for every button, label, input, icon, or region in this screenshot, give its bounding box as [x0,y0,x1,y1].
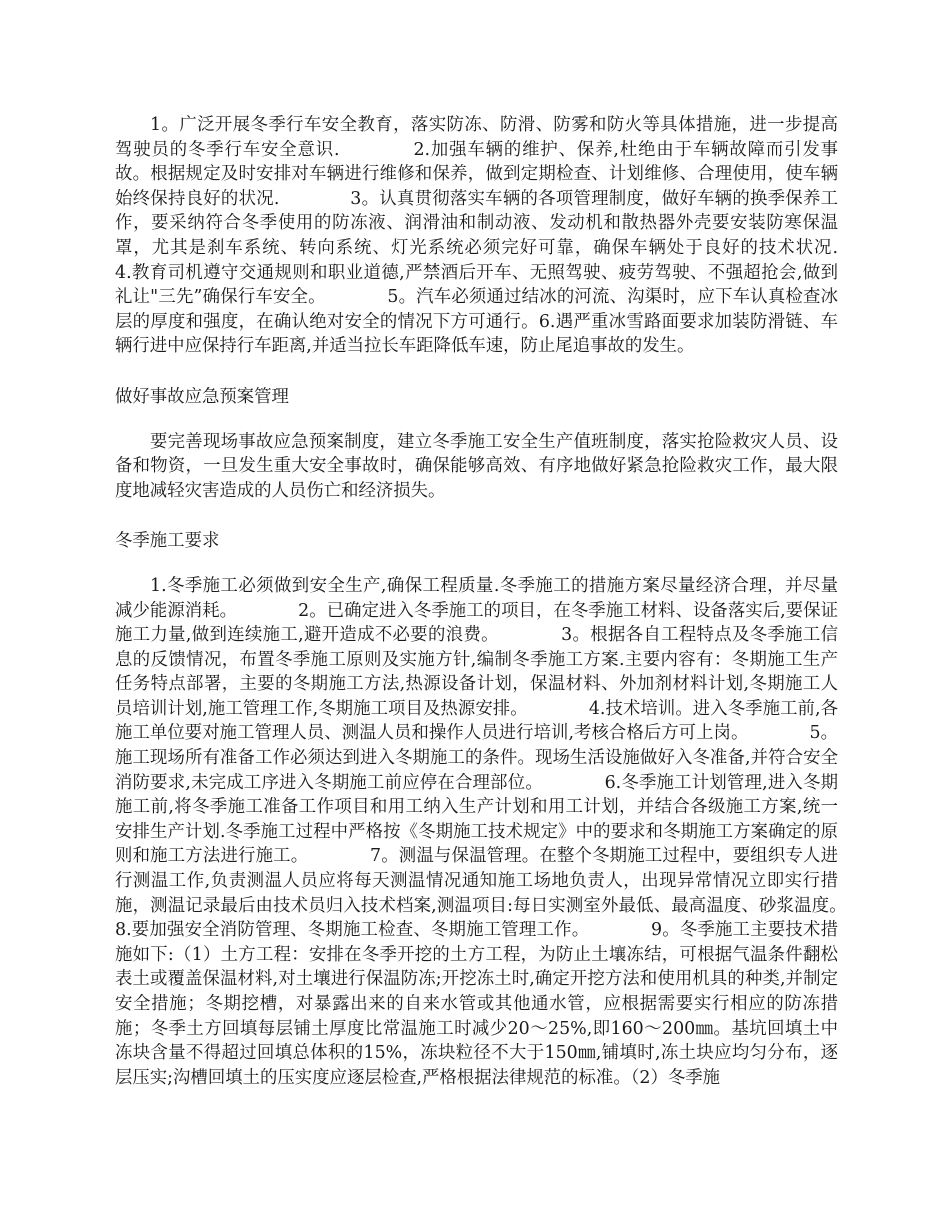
paragraph-emergency-plan: 要完善现场事故应急预案制度，建立冬季施工安全生产值班制度，落实抢险救灾人员、设备和物资，一旦发生重大安全事故时，确保能够高效、有序地做好紧急抢险救灾工作，最大限度地减轻灾害造成的人员伤亡和经济损失。 [115,431,838,501]
paragraph-vehicle-safety: 1。广泛开展冬季行车安全教育，落实防冻、防滑、防雾和防火等具体措施，进一步提高驾驶员的冬季行车安全意识. 2.加强车辆的维护、保养,杜绝由于车辆故障而引发事故。根据规定及时安排对车辆进行维修和保养，做到定期检查、计划维修、合理使用，使车辆始终保持良好的状况. 3。认真贯彻落实车辆的各项管理制度，做好车辆的换季保养工作，要采纳符合冬季使用的防冻液、润滑油和制动液、发动机和散热器外壳要安装防寒保温罩，尤其是刹车系统、转向系统、灯光系统必须完好可靠，确保车辆处于良好的技术状况. 4.教育司机遵守交通规则和职业道德,严禁酒后开车、无照驾驶、疲劳驾驶、不强超抢会,做到礼让"三先”确保行车安全。 5。汽车必须通过结冰的河流、沟渠时，应下车认真检查冰层的厚度和强度，在确认绝对安全的情况下方可通行。6.遇严重冰雪路面要求加装防滑链、车辆行进中应保持行车距离,并适当拉长车距降低车速，防止尾追事故的发生。 [115,115,908,357]
spacer [115,554,838,574]
section-heading-emergency-plan: 做好事故应急预案管理 [115,386,289,407]
spacer [115,359,838,385]
paragraph-winter-construction: 1.冬季施工必须做到安全生产,确保工程质量.冬季施工的措施方案尽量经济合理，并尽量减少能源消耗。 2。已确定进入冬季施工的项目，在冬季施工材料、设备落实后,要保证施工力量,做到连续施工,避开造成不必要的浪费。 3。根据各自工程特点及冬季施工信息的反馈情况，布置冬季施工原则及实施方针,编制冬季施工方案.主要内容有：冬期施工生产任务特点部署，主要的冬期施工方法,热源设备计划，保温材料、外加剂材料计划,冬期施工人员培训计划,施工管理工作,冬期施工项目及热源安排。 4.技术培训。进入冬季施工前,各施工单位要对施工管理人员、测温人员和操作人员进行培训,考核合格后方可上岗。 5。施工现场所有准备工作必须达到进入冬期施工的条件。现场生活设施做好入冬准备,并符合安全消防要求,未完成工序进入冬期施工前应停在合理部位。 6.冬季施工计划管理,进入冬期施工前,将冬季施工准备工作项目和用工纳入生产计划和用工计划，并结合各级施工方案,统一安排生产计划.冬季施工过程中严格按《冬期施工技术规定》中的要求和冬期施工方案确定的原则和施工方法进行施工。 7。测温与保温管理。在整个冬期施工过程中，要组织专人进行测温工作,负责测温人员应将每天测温情况通知施工场地负责人，出现异常情况立即实行措施，测温记录最后由技术员归入技术档案,测温项目:每日实测室外最低、最高温度、砂浆温度。 8.要加强安全消防管理、冬期施工检查、冬期施工管理工作。 9。冬季施工主要技术措施如下:（1）土方工程：安排在冬季开挖的土方工程，为防止土壤冻结，可根据气温条件翻松表土或覆盖保温材料,对土壤进行保温防冻;开挖冻土时,确定开挖方法和使用机具的种类,并制定安全措施；冬期挖槽，对暴露出来的自来水管或其他通水管，应根据需要实行相应的防冻措施；冬季土方回填每层铺土厚度比常温施工时减少20～25%,即160～200㎜。基坑回填土中冻块含量不得超过回填总体积的15%，冻块粒径不大于150㎜,铺填时,冻土块应均匀分布，逐层压实;沟槽回填土的压实度应逐层检查,严格根据法律规范的标准。（2）冬季施 [115,575,908,1088]
spacer [115,410,838,430]
document-page [115,113,908,1090]
spacer [115,503,838,529]
section-heading-winter-construction: 冬季施工要求 [115,531,220,552]
